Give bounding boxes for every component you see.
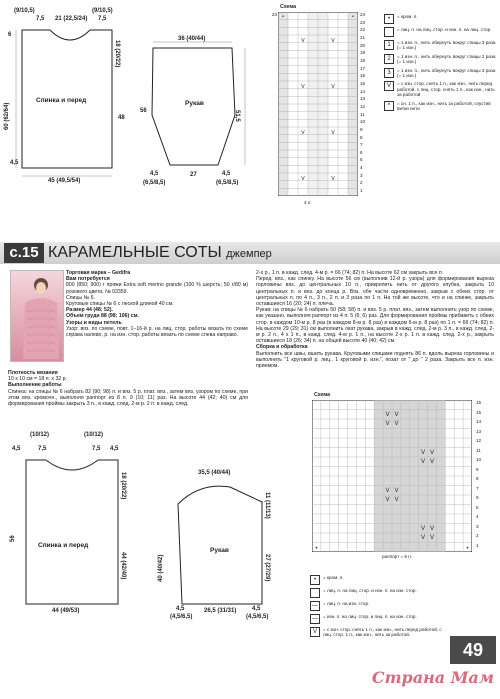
section-subtitle: джемпер [226, 248, 272, 260]
row-label: 4 [360, 165, 363, 171]
instr-2: Перед: вяз., как спинку. На высоте 56 см (выполнив 12-й р. узора) для формирования выреза горловины вяз. до центральных 10 п., прикрепить нить от другого клубка, закрыть 10 центральных п. и вяз. до конца р. Вяз. обе части одновременно, закрыв с обеих стор. от центральных п. по 4 п., 3 п., 2 п. и 3 раза по 1 п. На той же высоте, что и на спинке, закрыть оставшиеся 16 (20; 24) п. плеча. [256, 276, 494, 308]
bottom-dim-4: (10/12) [84, 432, 104, 438]
bottom-chart-grid [312, 400, 472, 552]
bottom-dim-9: 44 (42/40) [120, 552, 126, 580]
svg-text:V: V [394, 496, 399, 503]
svg-text:V: V [429, 449, 435, 456]
svg-text:V: V [420, 449, 426, 456]
dim-top-4: (9/10,5) [92, 8, 113, 14]
legend-text: = сн. 1 п., как изн., нить за работой, спустив витки нити [397, 100, 491, 112]
row-label: 10 [360, 119, 366, 125]
legend-text: = с изн. стор. снять 1 п., как изн., нить перед работой, с лиц. стор. 1 п., как изн., нить за работой. [323, 627, 442, 638]
need-title: Вам потребуется [66, 276, 110, 283]
legend-text: = кром. п. [323, 575, 344, 580]
bottom-chart-row-labels [476, 400, 492, 552]
legend-symbol [384, 27, 394, 37]
legend-symbol: 1 [384, 40, 394, 50]
legend-symbol: — [312, 603, 318, 609]
svg-text:V: V [429, 534, 435, 541]
svg-text:V: V [420, 534, 426, 541]
bottom-dim-6: 4,5 [110, 446, 119, 452]
needles-1: Спицы № 6. [66, 294, 95, 301]
sleeve-dim-5: (6,5/8,5) [143, 180, 166, 186]
top-chart-title: Схема [280, 4, 296, 10]
work-title: Выполнение работы [8, 382, 62, 389]
legend-text: = 1 изн. п., нить обернуть вокруг спицы 3 раза (= 1 изн.) [397, 67, 496, 79]
density-title: Плотность вязания [8, 370, 58, 376]
row-label: 9 [476, 466, 479, 472]
legend-item [384, 68, 496, 79]
legend-text: = 1 изн. п., нить обернуть вокруг спицы 2 раза (= 1 изн.) [397, 53, 496, 65]
legend-item [310, 601, 446, 611]
row-label: 15 [360, 80, 366, 86]
row-label: 8 [476, 476, 479, 481]
density-text: 10 х 10 см = 18 п. х 32 р. [8, 376, 68, 383]
row-label: 7 [360, 142, 363, 148]
instr-1: 2-х р., 1 п. в кажд. след. 4-м р. = 66 (74; 82) п. На высоте 62 см закрыть все п. [256, 270, 444, 276]
bottom-dim-3: 7,5 [38, 446, 47, 452]
svg-text:V: V [301, 84, 305, 90]
legend-symbol [310, 588, 320, 598]
row-label: 16 [476, 400, 482, 405]
row-label: 14 [476, 419, 482, 424]
assembly-title: Сборка и обработка [256, 344, 308, 351]
row-label: 6 [360, 149, 363, 155]
row-label: 20 [360, 42, 366, 48]
row-label: 24 [360, 12, 366, 17]
row-label: 15 [476, 409, 482, 415]
legend-text: = лиц. п. на лиц. стор. и изн. п. на изн. стор. [323, 588, 417, 593]
svg-text:V: V [385, 420, 390, 427]
instr-3: Рукав: на спицы № 6 набрать 50 (58; 58) п. и вяз. 5 р. плат. вяз., затем выполнить узор по схеме, как указано, выполняя раппорт из 4 п. 5 (6; 6) раз. Для формирования проймы прибавить с обеих стор. в каждом 10-м р. 8 раз (в каждом 8-м р. 8 раз) в каждом 6-м р. 8 раз) по 1 п. = 66 (74; 82) п. На высоте 29 (29; 31) см выполнить окат рукава, закрыв в кажд. след. 2-м р. 3 п., в кажд. след. 2-м р. 2 п., 4 х 1 п., в кажд. след. 4-м р. 1 п., на высоте 2-х р. 1 п. в кажд. след. 2-х р., закрыть оставшиеся 18 (26; 34) п. на общей высоте 40 (40; 42) см. [256, 307, 494, 345]
row-label: 9 [360, 126, 363, 132]
legend-item [310, 614, 446, 624]
page-number: 49 [450, 636, 496, 664]
bottom-legend [310, 575, 446, 641]
svg-text:V: V [385, 487, 390, 494]
watermark: Страна Мам [371, 668, 494, 687]
row-label: 11 [360, 111, 365, 117]
row-label: 5 [476, 504, 479, 510]
top-chart-repeat: 4 п. [304, 200, 312, 205]
row-label: 22 [360, 27, 366, 33]
svg-text:V: V [420, 458, 426, 465]
row-label: 2 [360, 180, 363, 186]
bottom-sleeve-dim-3: 11 (11/13) [264, 492, 270, 519]
svg-text:•: • [465, 545, 470, 552]
legend-symbol: — [312, 616, 318, 622]
chest: Объем груди 88 (98; 106) см. [66, 313, 139, 320]
svg-text:V: V [429, 458, 435, 465]
legend-symbol: • [384, 14, 394, 24]
sleeve-dim-7: 4,5 [222, 171, 231, 177]
dim-top-6: 6 [8, 32, 12, 38]
row-label: 1 [360, 188, 363, 194]
legend-text: = с изн. стор. снять 1 п., как изн., нить перед работой, с лиц. стор. снять 1 п., как изн., нить за работой [397, 81, 495, 98]
svg-text:•: • [351, 14, 355, 20]
legend-symbol: V [384, 81, 394, 91]
bottom-dim-10: 44 (49/53) [52, 608, 80, 614]
size: Размер 44 (48; 52). [66, 307, 113, 314]
svg-text:V: V [301, 176, 305, 182]
row-label: 10 [476, 457, 482, 462]
needles-2: Круговые спицы № 6 с леской длиной 40 см. [66, 301, 174, 308]
sleeve-dim-2: 56 [140, 108, 147, 114]
bottom-dim-7: 18 (20/22) [120, 472, 126, 500]
legend-text: = лиц. п. на изн. стор. [323, 601, 370, 606]
top-legend [384, 14, 496, 114]
front-back-label: Спинка и перед [36, 97, 87, 104]
bottom-sleeve-dim-8: 4,5 [252, 606, 261, 612]
row-label: 3 [360, 172, 363, 178]
bottom-sleeve-dim-9: (4,5/6,5) [246, 614, 269, 620]
bottom-sleeve-dim-7: 26,5 (31/31) [204, 608, 237, 614]
svg-text:V: V [420, 525, 426, 532]
svg-text:V: V [429, 525, 435, 532]
row-label: 7 [476, 485, 479, 491]
legend-text: = изн. п. на лиц. стор. и лиц. п. на изн. стор. [323, 614, 417, 619]
top-garment-outline [0, 0, 260, 238]
top-chart [266, 4, 374, 214]
top-chart-row-labels-left [266, 12, 277, 27]
row-label: 21 [360, 34, 366, 40]
section-title [48, 243, 272, 264]
svg-text:V: V [331, 130, 335, 136]
row-label: 14 [360, 88, 366, 94]
bottom-dim-5: 7,5 [92, 446, 101, 452]
bottom-front-label: Спинка и перед [38, 542, 89, 549]
legend-item [310, 575, 446, 585]
row-label: 4 [476, 514, 479, 519]
patterns-text: Узор: вяз. по схеме, повт. 1–16-й р. на лиц. стор. работы вязать по схеме справа налево, р. на изн. стор. работы вязать по схеме слева направо. [66, 325, 248, 339]
row-label: 17 [360, 65, 366, 71]
legend-item [384, 40, 496, 51]
bottom-sleeve-dim-6: (4,5/6,5) [170, 614, 193, 620]
work-text: Спинка: на спицы № 6 набрать 82 (90; 98) п. и вяз. 5 р. плат. вяз., затем вяз. узором по схеме, при этом вяз. кромочн., выполняя раппорт из 8 п. 9 (10; 11) раз. На высоте 44 (42; 40) см для формирования проймы закрыть 3 п., в кажд. след. 2-м р. 2 п. в кажд. след. [8, 388, 248, 408]
sleeve-dim-8: (6,5/8,5) [216, 180, 239, 186]
bottom-dim-8: 56 [10, 535, 16, 542]
bottom-dim-1: (10/12) [30, 432, 50, 438]
row-label: 13 [476, 428, 482, 434]
row-label: 13 [360, 96, 366, 102]
legend-item [384, 81, 496, 97]
svg-text:V: V [301, 130, 305, 136]
dim-top-11: 45 (49,5/54) [48, 178, 81, 184]
svg-text:V: V [301, 38, 305, 44]
sleeve-label: Рукав [185, 100, 204, 107]
svg-text:V: V [331, 38, 335, 44]
legend-symbol: • [310, 575, 320, 585]
row-label: 1 [476, 542, 479, 548]
legend-text: = кром. п. [397, 14, 418, 19]
row-label: 16 [360, 73, 366, 79]
svg-text:V: V [331, 176, 335, 182]
svg-text:V: V [331, 84, 335, 90]
bottom-sleeve-dim-5: 4,5 [176, 606, 185, 612]
bottom-chart-title: Схема [314, 392, 330, 398]
legend-item [384, 54, 496, 65]
legend-item [384, 101, 496, 112]
section-title-main: КАРАМЕЛЬНЫЕ СОТЫ [48, 244, 222, 261]
legend-item [384, 14, 496, 24]
svg-text:•: • [314, 545, 319, 552]
section-number: с.15 [4, 243, 44, 263]
top-chart-row-labels-right [360, 12, 374, 196]
sleeve-dim-1: 36 (40/44) [178, 36, 206, 42]
row-label: 2 [476, 533, 479, 538]
bottom-sleeve-dim-1: 35,5 (40/44) [198, 470, 231, 476]
dim-top-10: 4,5 [10, 160, 19, 166]
legend-item [310, 588, 446, 598]
dim-top-2: 7,5 [36, 16, 45, 22]
row-label: 23 [360, 19, 366, 25]
svg-text:V: V [385, 411, 390, 418]
assembly-text: Выполнить все швы, вшить рукава. Круговыми спицами поднять 86 п. вдоль выреза горловины и выполнить "1 круговой р. лиц., 1 круговой р. изн.", позат от " до " 2 раза. Закрыть все п. изн. приемом. [256, 350, 494, 370]
svg-text:V: V [385, 496, 390, 503]
bottom-sleeve-dim-4: 27 (27/29) [264, 554, 270, 582]
bottom-chart-repeat: раппорт = 8 п. [382, 554, 413, 559]
bottom-chart [304, 392, 494, 572]
bottom-sleeve-dim-2: 40 (40/42) [158, 554, 164, 582]
sleeve-dim-3: 51,5 [234, 110, 240, 122]
svg-text:V: V [394, 487, 399, 494]
dim-top-3: 21 (22,5/24) [55, 16, 88, 22]
svg-text:V: V [394, 411, 399, 418]
materials-column [66, 270, 248, 338]
legend-symbol: 2 [384, 54, 394, 64]
work-column [8, 370, 248, 407]
legend-symbol: ^ [384, 101, 394, 111]
legend-text: = 1 изн. п., нить обернуть вокруг спицы 3 раза (= 1 изн.) [397, 40, 496, 51]
legend-item [384, 27, 496, 37]
instructions-column [256, 270, 494, 369]
legend-text: = лиц. п. на лиц. стор. и изн. п. на лиц. стор. [397, 27, 492, 32]
dim-top-8: 60 (62/64) [4, 102, 10, 130]
row-label: 5 [360, 157, 363, 163]
row-label: 3 [476, 523, 479, 529]
woman-figure-icon [11, 271, 63, 361]
bottom-schematic [0, 432, 300, 694]
dim-top-9: 48 [118, 115, 125, 121]
svg-text:V: V [394, 420, 399, 427]
svg-text:•: • [281, 14, 285, 20]
row-label: 23 [271, 12, 277, 17]
row-label: 19 [360, 50, 366, 56]
legend-symbol: 3 [384, 68, 394, 78]
row-label: 12 [476, 438, 482, 443]
row-label: 11 [476, 447, 481, 453]
patterns-title: Узоры и виды петель [66, 319, 122, 326]
dim-top-1: (9/10,5) [14, 8, 35, 14]
bottom-dim-2: 4,5 [12, 446, 21, 452]
dim-top-5: 7,5 [98, 16, 107, 22]
row-label: 8 [360, 134, 363, 140]
row-label: 12 [360, 103, 366, 109]
sleeve-dim-4: 4,5 [150, 171, 159, 177]
sleeve-dim-6: 27 [190, 172, 197, 178]
bottom-garment-outline [0, 432, 300, 694]
row-label: 18 [360, 57, 366, 63]
brand: Торговая марка – Gedifra [66, 270, 131, 276]
top-schematic [0, 0, 260, 238]
model-photo [10, 270, 64, 362]
top-chart-grid [278, 12, 358, 196]
legend-item [310, 627, 446, 638]
bottom-sleeve-label: Рукав [210, 547, 229, 554]
row-label: 6 [476, 495, 479, 500]
need-text: 800 (850; 900) г пряжи Extra soft merino grande (100 % шерсть; 50 г/80 м) розового цвета, № 03359. [66, 282, 248, 295]
dim-top-7: 18 (20/22) [114, 40, 120, 68]
legend-symbol: V [310, 627, 320, 637]
